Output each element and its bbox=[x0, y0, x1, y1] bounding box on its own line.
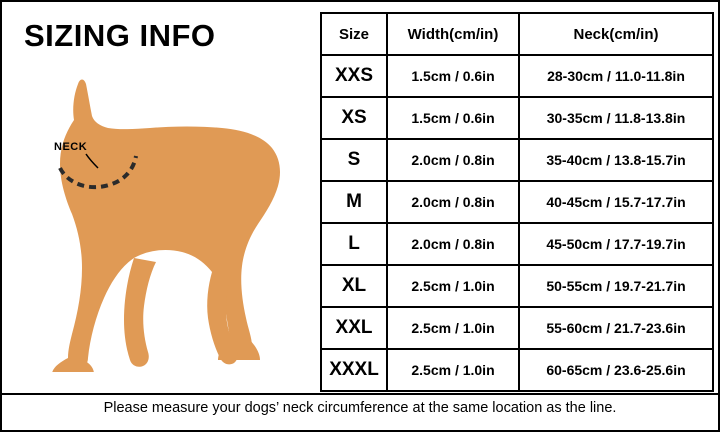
cell-neck: 35-40cm / 13.8-15.7in bbox=[519, 139, 713, 181]
column-header-width: Width(cm/in) bbox=[387, 13, 519, 55]
measurement-note: Please measure your dogs’ neck circumference at the same location as the line. bbox=[103, 400, 617, 416]
cell-width: 1.5cm / 0.6in bbox=[387, 97, 519, 139]
table-row bbox=[321, 181, 713, 223]
cell-size: XXXL bbox=[321, 349, 387, 391]
cell-neck: 60-65cm / 23.6-25.6in bbox=[519, 349, 713, 391]
cell-width: 1.5cm / 0.6in bbox=[387, 55, 519, 97]
table-header-row bbox=[321, 13, 713, 55]
cell-size: S bbox=[321, 139, 387, 181]
table-row bbox=[321, 97, 713, 139]
cell-neck: 50-55cm / 19.7-21.7in bbox=[519, 265, 713, 307]
cell-width: 2.5cm / 1.0in bbox=[387, 265, 519, 307]
cell-size: M bbox=[321, 181, 387, 223]
cell-neck: 45-50cm / 17.7-19.7in bbox=[519, 223, 713, 265]
footer-divider bbox=[2, 393, 718, 395]
table-row bbox=[321, 139, 713, 181]
cell-width: 2.0cm / 0.8in bbox=[387, 181, 519, 223]
cell-size: L bbox=[321, 223, 387, 265]
table-row bbox=[321, 265, 713, 307]
cell-neck: 30-35cm / 11.8-13.8in bbox=[519, 97, 713, 139]
cell-neck: 28-30cm / 11.0-11.8in bbox=[519, 55, 713, 97]
cell-size: XL bbox=[321, 265, 387, 307]
size-chart-table bbox=[320, 12, 714, 392]
column-header-size: Size bbox=[321, 13, 387, 55]
table-row bbox=[321, 307, 713, 349]
cell-neck: 55-60cm / 21.7-23.6in bbox=[519, 307, 713, 349]
cell-size: XXL bbox=[321, 307, 387, 349]
dog-body-shape bbox=[52, 80, 280, 373]
cell-size: XXS bbox=[321, 55, 387, 97]
neck-label: NECK bbox=[54, 141, 88, 153]
dog-illustration bbox=[16, 72, 306, 372]
cell-size: XS bbox=[321, 97, 387, 139]
cell-width: 2.5cm / 1.0in bbox=[387, 307, 519, 349]
left-illustration-panel bbox=[2, 2, 314, 388]
table-row bbox=[321, 349, 713, 391]
page-title: SIZING INFO bbox=[24, 18, 216, 53]
column-header-neck: Neck(cm/in) bbox=[519, 13, 713, 55]
cell-width: 2.0cm / 0.8in bbox=[387, 139, 519, 181]
table-row bbox=[321, 223, 713, 265]
cell-width: 2.0cm / 0.8in bbox=[387, 223, 519, 265]
cell-neck: 40-45cm / 15.7-17.7in bbox=[519, 181, 713, 223]
table-row bbox=[321, 55, 713, 97]
cell-width: 2.5cm / 1.0in bbox=[387, 349, 519, 391]
